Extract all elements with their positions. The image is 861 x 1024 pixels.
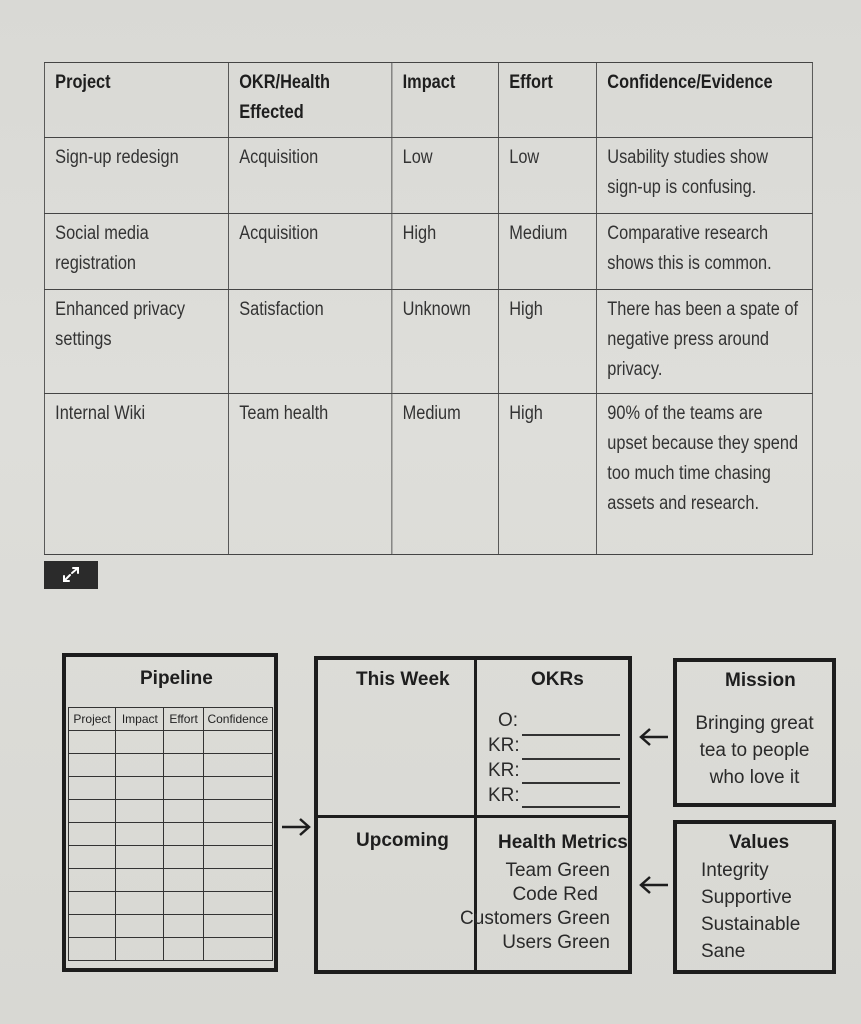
value-item: Sane (701, 941, 746, 962)
pipeline-box (62, 653, 278, 972)
pipeline-row (69, 846, 273, 869)
expand-image-button[interactable] (44, 561, 98, 589)
cell-impact: Low (392, 138, 499, 214)
cell-effort: Medium (499, 214, 597, 290)
pipeline-col-project: Project (69, 708, 116, 731)
pipeline-col-effort: Effort (164, 708, 203, 731)
value-item: Sustainable (701, 914, 801, 935)
okr-kr-line: KR: (488, 760, 520, 781)
pipeline-row (69, 823, 273, 846)
pipeline-row (69, 938, 273, 961)
header-confidence: Confidence/Evidence (597, 63, 813, 138)
mission-line: who love it (709, 767, 800, 788)
prioritization-table (44, 62, 813, 555)
cell-okr: Acquisition (228, 214, 391, 290)
okr-blank (522, 734, 620, 736)
header-impact: Impact (392, 63, 499, 138)
board-horizontal-divider (318, 815, 628, 818)
cell-effort: High (499, 394, 597, 555)
cell-project: Enhanced privacy settings (44, 290, 228, 394)
cell-confidence: There has been a spate of negative press around privacy. (597, 290, 813, 394)
mission-box (673, 658, 836, 807)
cell-project: Social media registration (44, 214, 228, 290)
pipeline-row (69, 869, 273, 892)
okr-blank (522, 806, 620, 808)
cell-effort: Low (499, 138, 597, 214)
weekly-board (314, 656, 632, 974)
cell-project: Internal Wiki (44, 394, 228, 555)
pipeline-row (69, 915, 273, 938)
okr-kr-line: KR: (488, 735, 520, 756)
okr-blank (522, 782, 620, 784)
pipeline-header-row (69, 708, 273, 731)
cell-confidence: 90% of the teams are upset because they spend too much time chasing assets and research. (597, 394, 813, 555)
table-header-row (44, 63, 812, 138)
values-box (673, 820, 836, 974)
pipeline-row (69, 731, 273, 754)
cell-impact: Medium (392, 394, 499, 555)
arrow-left-icon (636, 726, 670, 748)
upcoming-label: Upcoming (356, 830, 449, 851)
okr-objective-line: O: (498, 710, 519, 731)
metric-users: Users Green (502, 932, 610, 953)
arrow-right-icon (280, 816, 314, 838)
pipeline-title: Pipeline (140, 668, 213, 689)
cell-project: Sign-up redesign (44, 138, 228, 214)
value-item: Integrity (701, 860, 769, 881)
mission-line: tea to people (699, 740, 810, 761)
cell-okr: Acquisition (228, 138, 391, 214)
pipeline-grid (68, 707, 273, 961)
table-row (44, 138, 812, 214)
table-row (44, 290, 812, 394)
arrow-left-icon (636, 874, 670, 896)
mission-line: Bringing great (695, 713, 814, 734)
values-title: Values (729, 832, 790, 853)
expand-arrows-icon (60, 565, 82, 585)
cell-confidence: Usability studies show sign-up is confusing. (597, 138, 813, 214)
cell-impact: High (392, 214, 499, 290)
metric-code: Code Red (512, 884, 598, 905)
value-item: Supportive (701, 887, 792, 908)
table-row (44, 214, 812, 290)
health-metrics-label: Health Metrics (498, 832, 628, 853)
cell-okr: Satisfaction (228, 290, 391, 394)
pipeline-row (69, 777, 273, 800)
header-okr-health: OKR/Health Effected (228, 63, 391, 138)
cell-impact: Unknown (392, 290, 499, 394)
metric-customers: Customers Green (460, 908, 610, 929)
table-row (44, 394, 812, 555)
pipeline-row (69, 800, 273, 823)
header-effort: Effort (499, 63, 597, 138)
okr-blank (522, 758, 620, 760)
pipeline-row (69, 892, 273, 915)
cell-effort: High (499, 290, 597, 394)
cell-okr: Team health (228, 394, 391, 555)
pipeline-col-impact: Impact (116, 708, 164, 731)
mission-title: Mission (725, 670, 796, 691)
this-week-label: This Week (356, 669, 450, 690)
pipeline-col-confidence: Confidence (203, 708, 272, 731)
okrs-label: OKRs (531, 669, 584, 690)
okr-kr-line: KR: (488, 785, 520, 806)
metric-team: Team Green (505, 860, 610, 881)
cell-confidence: Comparative research shows this is common. (597, 214, 813, 290)
pipeline-row (69, 754, 273, 777)
header-project: Project (44, 63, 228, 138)
